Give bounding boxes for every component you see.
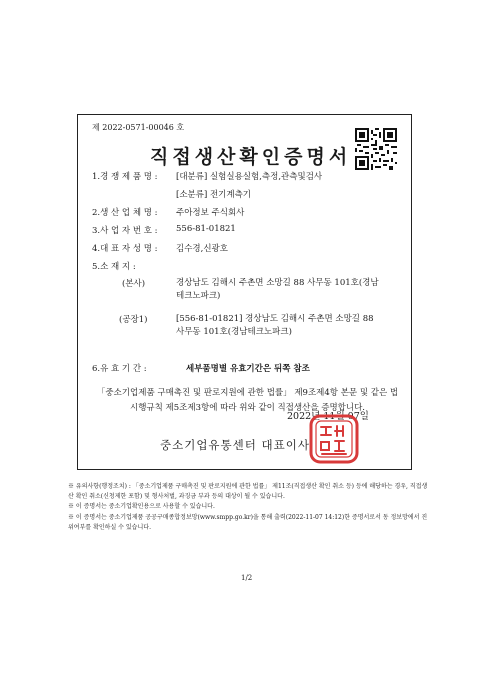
issuer-name: 중소기업유통센터 대표이사 [160, 438, 310, 452]
field-value-business-number: 556-81-01821 [176, 224, 236, 234]
field-value-company: 주아정보 주식회사 [176, 208, 245, 218]
field-label-location: 5.소 재 지 : [92, 262, 136, 272]
qr-code-icon [355, 128, 397, 170]
field-label-representative: 4.대 표 자 성 명 : [92, 244, 158, 254]
certificate-number: 제 2022-0571-00046 호 [92, 123, 185, 132]
head-office-label: (본사) [122, 279, 146, 289]
validity-value: 세부품명별 유효기간은 뒤쪽 참조 [186, 364, 310, 374]
field-label-business-number: 3.사 업 자 번 호 : [92, 226, 158, 236]
footer-note-usage: ※ 이 증명서는 중소기업확인용으로 사용할 수 있습니다. [68, 503, 215, 510]
field-value-representative: 김수경,신광호 [176, 244, 228, 254]
validity-label: 6.유 효 기 간 : [92, 364, 147, 374]
issue-date: 2022년 11월 07일 [287, 411, 369, 422]
page-number: 1/2 [241, 574, 253, 582]
legal-notice: 「중소기업제품 구매촉진 및 판로지원에 관한 법률」 제9조제4항 본문 및 같은 법 시행규칙 제5조제3항에 따라 위와 같이 직접생산을 증명합니다. [96, 388, 399, 413]
field-label-company: 2.생 산 업 체 명 : [92, 208, 158, 218]
footer-note-verification: ※ 이 증명서는 중소기업제품 공공구매종합정보망(www.smpp.go.kr)을 통해 출력(2022-11-07 14:12)한 증명서로서 동 정보망에서 진위여부를 확인하실 수 있습니다. [68, 514, 428, 531]
field-value-product-minor: [소분류] 전기계측기 [176, 190, 252, 200]
field-label-product: 1.경 쟁 제 품 명 : [92, 172, 158, 182]
field-value-product-major: [대분류] 실험실용실험,측정,관측및검사 [176, 172, 323, 182]
certificate-title: 직접생산확인증명서 [150, 146, 352, 168]
official-seal-icon [308, 413, 360, 465]
footer-note-caution: ※ 유의사항(행정조치) : 「중소기업제품 구매촉진 및 판로지원에 관한 법률」 제11조(직접생산 확인 취소 등) 등에 해당하는 경우, 직접생산 확인 취소(신청제한 포함) 및 형사처벌, 과징금 부과 등의 대상이 될 수 있습니다. [68, 483, 428, 500]
factory-address: [556-81-01821] 경상남도 김해시 주촌면 소망길 88 사무동 101호(경남테크노파크) [176, 314, 374, 337]
head-office-address: 경상남도 김해시 주촌면 소망길 88 사무동 101호(경남테크노파크) [176, 278, 379, 301]
factory-label: (공장1) [119, 315, 148, 325]
